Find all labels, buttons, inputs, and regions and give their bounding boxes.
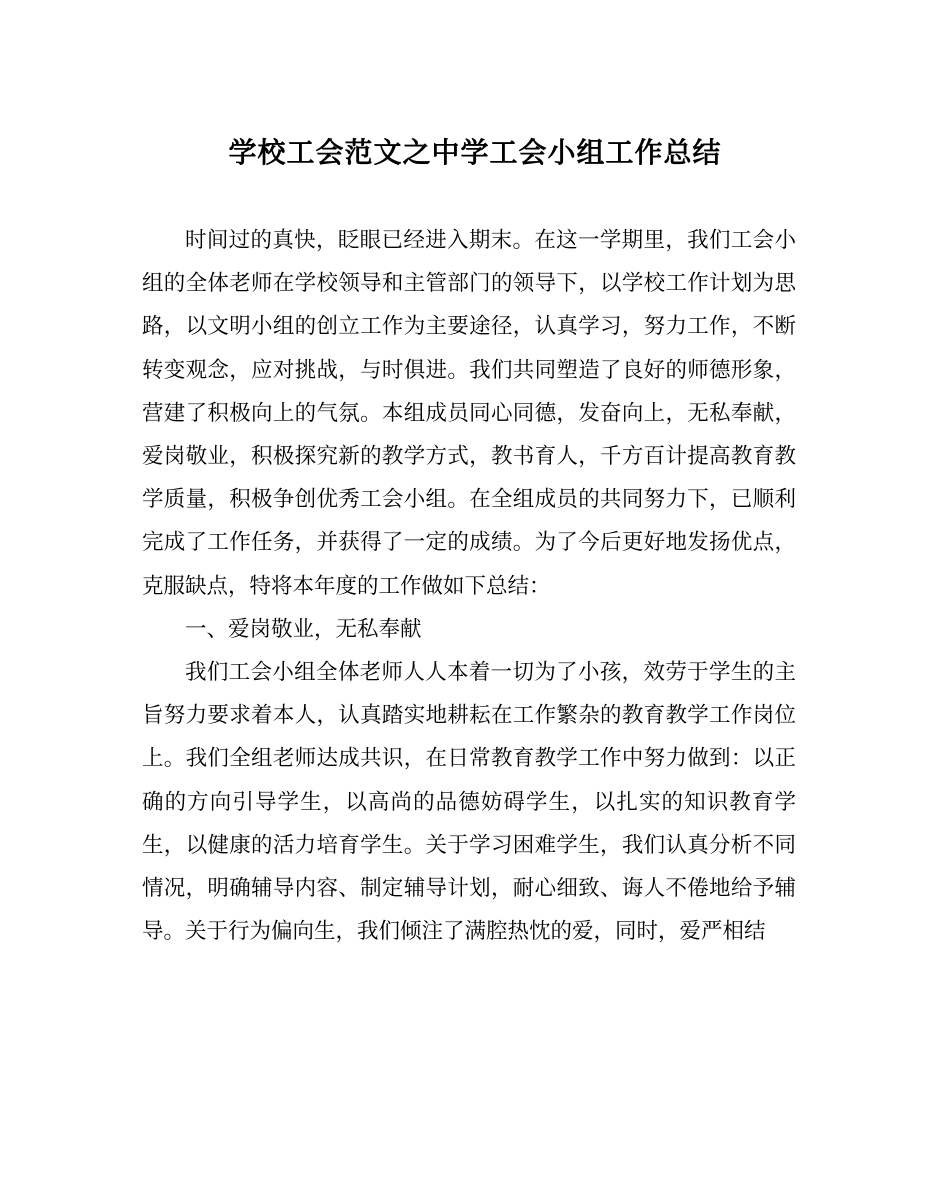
section-heading: 一、爱岗敬业，无私奉献 — [185, 616, 422, 642]
document-title: 学校工会范文之中学工会小组工作总结 — [228, 136, 722, 169]
document-body — [142, 219, 796, 953]
paragraph-intro: 时间过的真快，眨眼已经进入期末。在这一学期里，我们工会小组的全体老师在学校领导和主管部门的领导下，以学校工作计划为思路，以文明小组的创立工作为主要途径，认真学习，努力工作，不断转变观念，应对挑战，与时俱进。我们共同塑造了良好的师德形象，营建了积极向上的气氛。本组成员同心同德，发奋向上，无私奉献，爱岗敬业，积极探究新的教学方式，教书育人，千方百计提高教育教学质量，积极争创优秀工会小组。在全组成员的共同努力下，已顺利完成了工作任务，并获得了一定的成绩。为了今后更好地发扬优点，克服缺点，特将本年度的工作做如下总结： — [142, 228, 796, 599]
paragraph-section-one: 我们工会小组全体老师人人本着一切为了小孩，效劳于学生的主旨努力要求着本人，认真踏实地耕耘在工作繁杂的教育教学工作岗位上。我们全组老师达成共识，在日常教育教学工作中努力做到：以正确的方向引导学生，以高尚的品德妨碍学生，以扎实的知识教育学生，以健康的活力培育学生。关于学习困难学生，我们认真分析不同情况，明确辅导内容、制定辅导计划，耐心细致、诲人不倦地给予辅导。关于行为偏向生，我们倾注了满腔热忱的爱，同时，爱严相结 — [142, 660, 796, 945]
